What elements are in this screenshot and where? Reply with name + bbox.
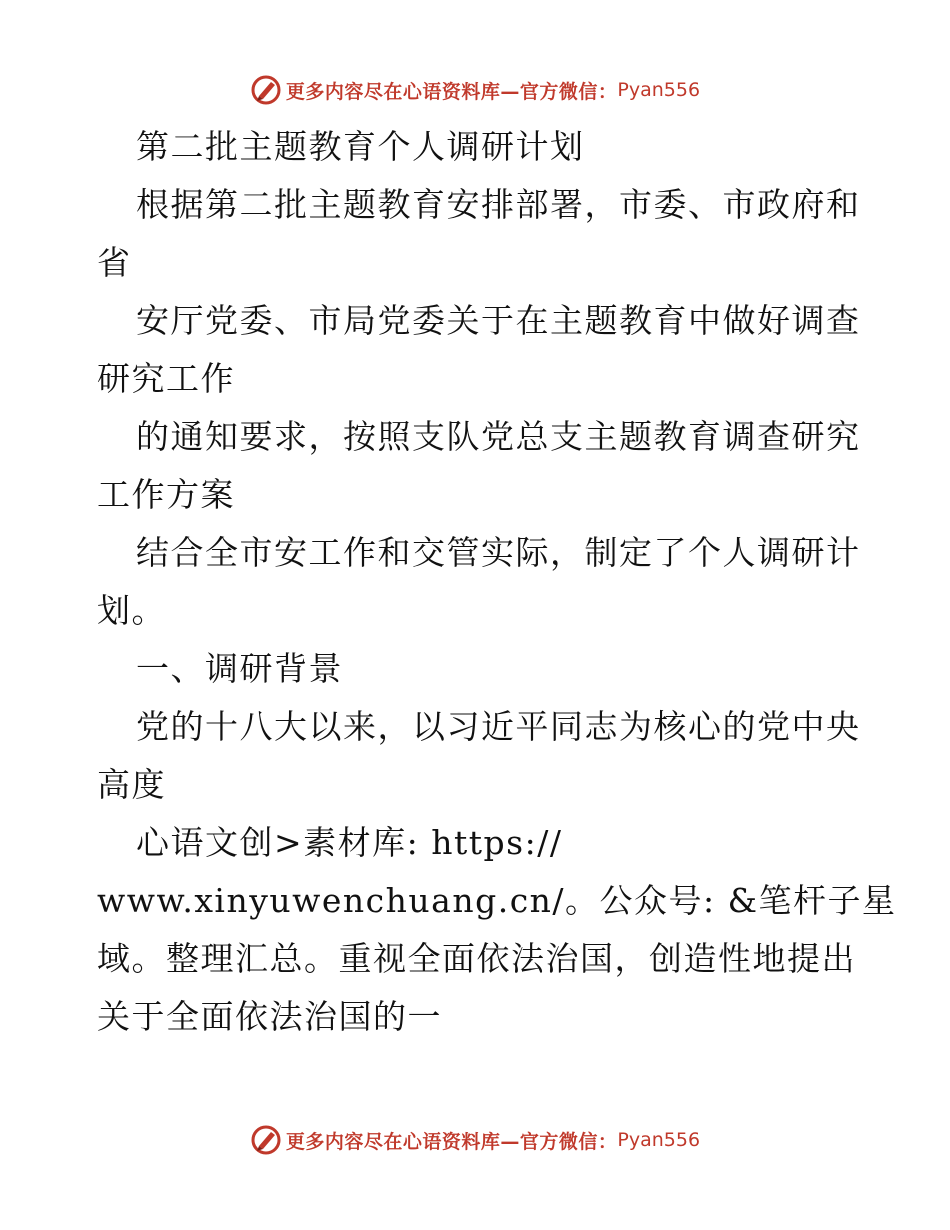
document-title: 第二批主题教育个人调研计划 xyxy=(136,127,585,166)
body-line: 结合全市安工作和交管实际，制定了个人调研计 xyxy=(136,533,861,572)
document-body xyxy=(97,118,897,1046)
body-line: 根据第二批主题教育安排部署，市委、市政府和 xyxy=(136,185,861,224)
header-watermark-banner xyxy=(0,72,950,108)
body-line: 高度 xyxy=(97,765,166,804)
footer-banner-text: 更多内容尽在心语资料库—官方微信： xyxy=(285,1130,618,1153)
body-line: 研究工作 xyxy=(97,359,235,398)
footer-banner-account: Pyan556 xyxy=(617,1129,701,1151)
header-banner-account: Pyan556 xyxy=(617,79,701,101)
pen-logo-icon xyxy=(250,1124,282,1156)
body-line: 心语文创>素材库: https:// xyxy=(136,823,563,862)
body-line: 党的十八大以来，以习近平同志为核心的党中央 xyxy=(136,707,861,746)
section-heading: 一、调研背景 xyxy=(136,649,343,688)
body-line: 省 xyxy=(97,243,132,282)
body-line: 划。 xyxy=(97,591,166,630)
body-line: 域。整理汇总。重视全面依法治国，创造性地提出 xyxy=(97,939,856,978)
pen-logo-icon xyxy=(250,74,282,106)
footer-watermark-banner xyxy=(0,1122,950,1158)
header-banner-text: 更多内容尽在心语资料库—官方微信： xyxy=(285,80,618,103)
body-line: 关于全面依法治国的一 xyxy=(97,997,442,1036)
body-line: 的通知要求，按照支队党总支主题教育调查研究 xyxy=(136,417,861,456)
body-line: 安厅党委、市局党委关于在主题教育中做好调查 xyxy=(136,301,861,340)
body-line: 工作方案 xyxy=(97,475,235,514)
body-line: www.xinyuwenchuang.cn/。公众号: &笔杆子星 xyxy=(97,881,897,920)
